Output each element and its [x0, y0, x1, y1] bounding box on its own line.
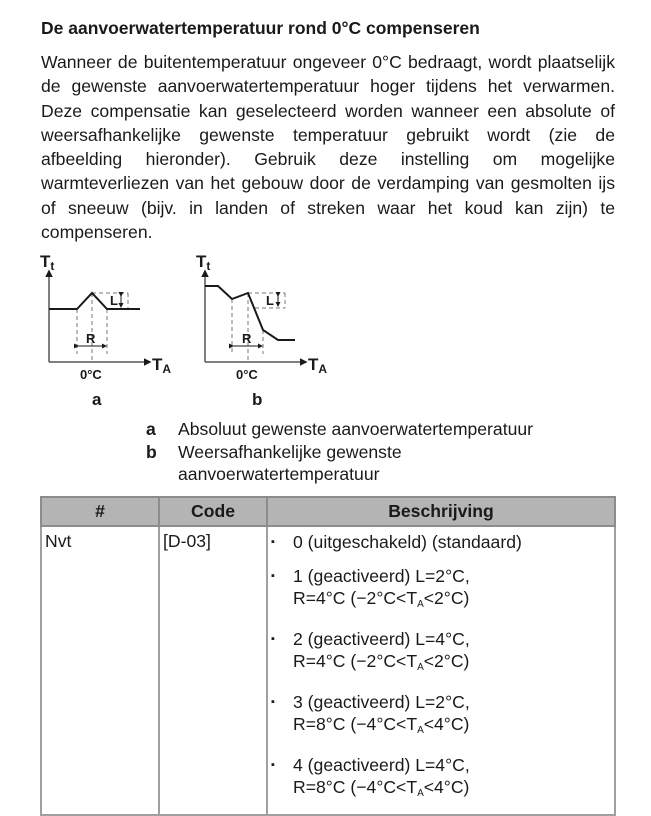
option-2 [271, 628, 611, 680]
option-text: 1 (geactiveerd) L=2°C, R=4°C $(-2^\circ C<T_A<2^\circ C)$ [293, 565, 470, 610]
paragraph-text: Wanneer de buitentemperatuur ongeveer 0°C bedraagt, wordt plaatselijk de gewenste aanvoerwatertemperatuur hoger tijdens het verwarmen. Deze compensatie kan geselecteerd worden wanneer een absolute of weersafhankelijke gewenste temperatuur gebruikt wordt (zie de afbeelding hieronder). Gebruik deze instelling om mogelijke warmteverliezen van het gebouw door de verdamping van gesmolten ijs of sneeuw (bijv. in landen of streken waar het koud kan zijn) te compenseren. [41, 52, 615, 243]
legend-text: Weersafhankelijke gewenste aanvoerwatertemperatuur [178, 441, 402, 484]
table-header-row [41, 497, 615, 526]
bullet-icon: ▪ [271, 632, 275, 645]
caption-b: b [252, 390, 263, 409]
header-number: # [41, 497, 159, 526]
L-label: L [110, 293, 118, 308]
R-label: R [242, 331, 252, 346]
option-1 [271, 565, 611, 617]
header-description: Beschrijving [267, 497, 615, 526]
table-row [41, 526, 615, 815]
option-0 [271, 531, 611, 554]
cell-description [267, 526, 615, 815]
bullet-icon: ▪ [271, 569, 275, 582]
section-title: De aanvoerwatertemperatuur rond 0°C compenseren [41, 18, 480, 38]
bullet-icon: ▪ [271, 758, 275, 771]
legend-key: a [146, 419, 156, 439]
settings-table [40, 496, 616, 816]
option-text: 4 (geactiveerd) L=4°C, R=8°C $(-4^\circ C<T_A<4^\circ C)$ [293, 754, 470, 799]
cell-code: [D-03] [159, 526, 267, 815]
zero-label: 0°C [80, 367, 102, 382]
option-4 [271, 754, 611, 806]
L-label: L [266, 293, 274, 308]
option-text: 2 (geactiveerd) L=4°C, R=4°C $(-2^\circ C<T_A<2^\circ C)$ [293, 628, 470, 673]
diagram-b [196, 252, 327, 409]
diagram-a [40, 252, 171, 409]
y-axis-label: Tt [196, 252, 211, 273]
option-text: 3 (geactiveerd) L=2°C, R=8°C $(-4^\circ C<T_A<4^\circ C)$ [293, 691, 470, 736]
legend-item-b [146, 441, 598, 486]
figure-legend [146, 418, 598, 486]
section-paragraph [41, 50, 615, 244]
x-axis-label: TA [152, 355, 172, 376]
legend-text: Absoluut gewenste aanvoerwatertemperatuur [178, 419, 534, 439]
option-3 [271, 691, 611, 743]
bullet-icon: ▪ [271, 536, 275, 548]
R-label: R [86, 331, 96, 346]
y-axis-label: Tt [40, 252, 55, 273]
legend-item-a [146, 418, 598, 441]
bullet-icon: ▪ [271, 695, 275, 708]
header-code: Code [159, 497, 267, 526]
option-text: 0 (uitgeschakeld) (standaard) [293, 532, 522, 552]
x-axis-label: TA [308, 355, 328, 376]
compensation-diagrams [0, 240, 651, 415]
caption-a: a [92, 390, 102, 409]
curve-absolute [49, 293, 140, 309]
cell-number: Nvt [41, 526, 159, 815]
zero-label: 0°C [236, 367, 258, 382]
dashed-guides [232, 293, 285, 362]
legend-key: b [146, 441, 157, 462]
